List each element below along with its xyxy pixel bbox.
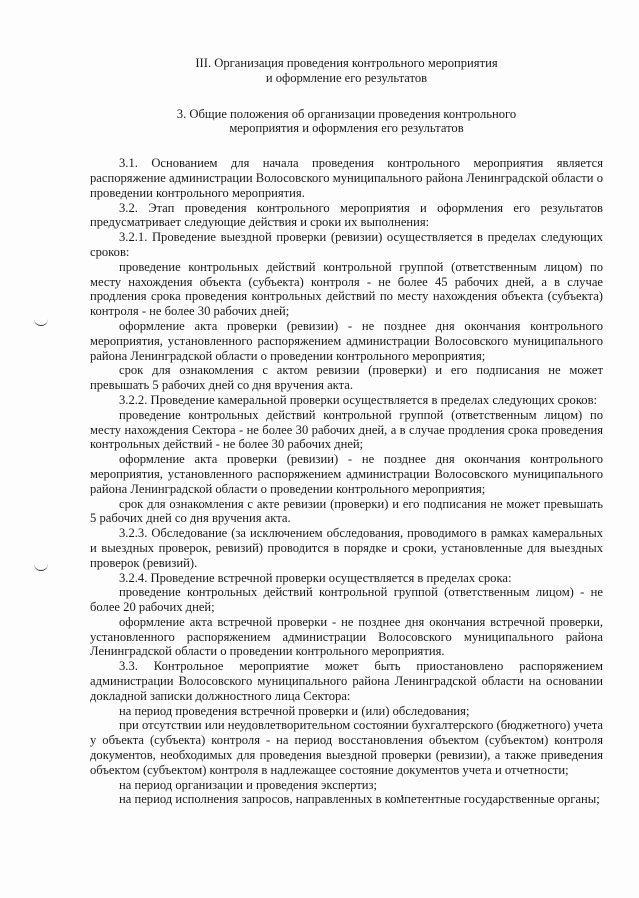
paragraph-3-2-3: 3.2.3. Обследование (за исключением обследования, проводимого в рамках камеральных и выездных проверок, ревизий) проводится в порядке и сроки, установленные для выездных проверок (ревизий). bbox=[90, 526, 603, 570]
section-title-line-2: и оформление его результатов bbox=[265, 70, 428, 85]
paragraph-3-2: 3.2. Этап проведения контрольного мероприятия и оформления его результатов предусматривает следующие действия и сроки их выполнения: bbox=[90, 200, 603, 230]
punch-hole-mark bbox=[34, 318, 48, 326]
subsection-title-line-1: 3. Общие положения об организации проведения контрольного bbox=[176, 106, 517, 121]
paragraph-3-2-4: 3.2.4. Проведение встречной проверки осуществляется в пределах срока: bbox=[119, 570, 512, 585]
paragraph-list-item: срок для ознакомления с акте ревизии (проверки) и его подписания не может превышать 5 рабочих дней со дня вручения акта. bbox=[90, 496, 603, 526]
paragraph-list-item: на период исполнения запросов, направленных в компетентные государственные органы; bbox=[119, 792, 600, 807]
paragraph-list-item: проведение контрольных действий контрольной группой (ответственным лицом) по месту нахождения Сектора - не более 30 рабочих дней, а в случае продления срока проведения контрольных действий - не более 30 рабочих дней; bbox=[90, 407, 603, 452]
paragraph-3-2-1: 3.2.1. Проведение выездной проверки (ревизии) осуществляется в пределах следующих сроков: bbox=[90, 230, 603, 259]
paragraph-list-item: на период организации и проведения экспертиз; bbox=[119, 777, 378, 792]
section-title-line-1: III. Организация проведения контрольного мероприятия bbox=[195, 56, 498, 70]
paragraph-list-item: оформление акта проверки (ревизии) - не позднее дня окончания контрольного мероприятия, установленного распоряжением администрации Волосовского муниципального района Ленинградской области о проведении контрольного мероприятия; bbox=[90, 452, 603, 496]
paragraph-list-item: срок для ознакомления с актом ревизии (проверки) и его подписания не может превышать 5 рабочих дней со дня вручения акта. bbox=[90, 363, 603, 393]
paragraph-list-item: проведение контрольных действий контрольной группой (ответственным лицом) - не более 20 рабочих дней; bbox=[90, 585, 603, 615]
paragraph-list-item: на период проведения встречной проверки и (или) обследования; bbox=[119, 703, 470, 718]
paragraph-list-item: оформление акта встречной проверки - не позднее дня окончания встречной проверки, установленного распоряжением администрации Волосовского муниципального района Ленинградской области о проведении контрольного мероприятия. bbox=[90, 614, 603, 659]
subsection-title-line-2: мероприятия и оформления его результатов bbox=[229, 121, 464, 136]
punch-hole-mark bbox=[34, 563, 48, 571]
paragraph-list-item: проведение контрольных действий контрольной группой (ответственным лицом) по месту нахождения объекта (субъекта) контроля - не более 45 рабочих дней, а в случае продления срока проведения контрольных действий по месту нахождения объекта (субъекта) контроля - не более 30 рабочих дней; bbox=[90, 259, 603, 319]
paragraph-list-item: оформление акта проверки (ревизии) - не позднее дня окончания контрольного мероприятия, установленного распоряжением администрации Волосовского муниципального района Ленинградской области о проведении контрольного мероприятия; bbox=[90, 318, 603, 363]
paragraph-3-3: 3.3. Контрольное мероприятие может быть приостановлено распоряжением администрации Волосовского муниципального района Ленинградской области на основании докладной записки должностного лица Сектора: bbox=[90, 659, 603, 703]
paragraph-3-2-2: 3.2.2. Проведение камеральной проверки осуществляется в пределах следующих сроков: bbox=[119, 392, 598, 407]
subsection-title bbox=[90, 107, 603, 137]
paragraph-3-1: 3.1. Основанием для начала проведения контрольного мероприятия является распоряжение администрации Волосовского муниципального района Ленинградской области о проведении контрольного мероприятия. bbox=[90, 156, 603, 200]
paragraph-list-item: при отсутствии или неудовлетворительном состоянии бухгалтерского (бюджетного) учета у объекта (субъекта) контроля - на период восстановления объектом (субъектом) контроля документов, необходимых для проведения выездной проверки (ревизии), а также приведения объектом (субъектом) контроля в надлежащее состояние документов учета и отчетности; bbox=[90, 718, 603, 777]
document-body bbox=[90, 56, 603, 807]
